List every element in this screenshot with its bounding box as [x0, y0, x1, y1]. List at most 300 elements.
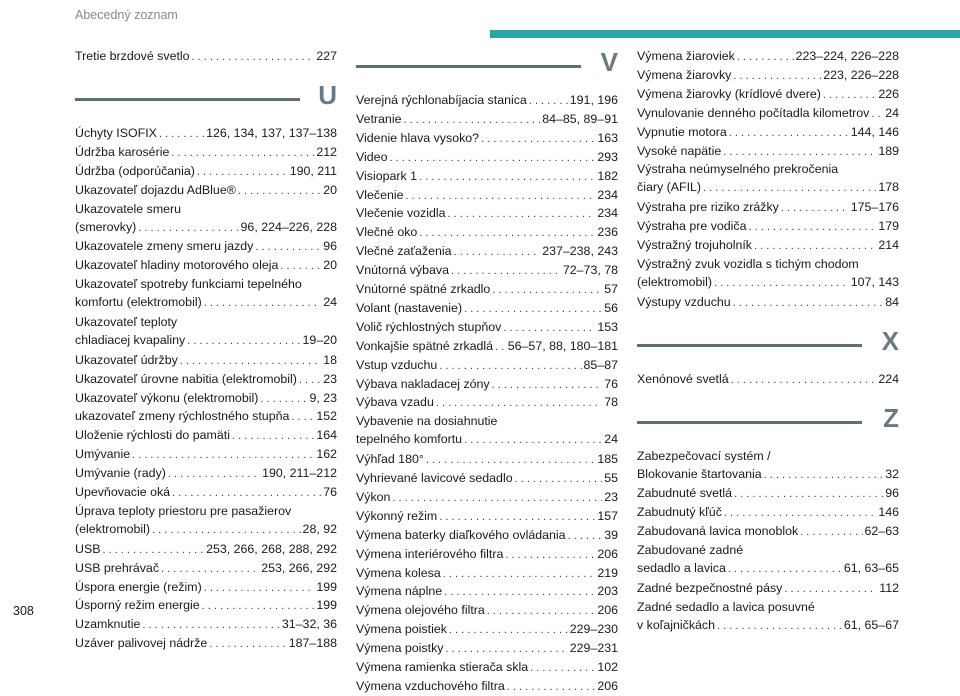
index-entry — [637, 85, 899, 103]
dot-leader — [568, 527, 603, 545]
index-entry-term: Ukazovateľ hladiny motorového oleja — [75, 258, 279, 273]
index-entry-term: Výkon — [356, 489, 391, 504]
index-entry — [75, 407, 337, 425]
dot-leader — [728, 560, 842, 578]
index-entry-term: Vlečenie vozidla — [356, 206, 446, 221]
index-entry-term: (elektromobil) — [637, 274, 713, 289]
dot-leader — [142, 616, 279, 634]
index-entry — [637, 484, 899, 502]
dot-leader — [197, 163, 288, 181]
index-entry — [356, 375, 618, 393]
index-entry-term: Blokovanie štartovania — [637, 466, 762, 481]
index-entry — [637, 123, 899, 141]
index-entry-term: USB prehrávač — [75, 560, 160, 575]
index-entry-term: Údržba (odporúčania) — [75, 163, 195, 178]
index-entry-pages: 24 — [323, 295, 337, 310]
dot-leader — [419, 168, 595, 186]
index-entry — [75, 256, 337, 274]
dot-leader — [436, 394, 602, 412]
dot-leader — [737, 48, 794, 66]
dot-leader — [754, 237, 876, 255]
page-header-title: Abecedný zoznam — [75, 8, 178, 22]
index-entry — [75, 445, 337, 463]
index-entry-term: Vnútorné spätné zrkadlo — [356, 282, 491, 296]
index-entry-term: (smerovky) — [75, 219, 137, 234]
index-entry-pages: 9, 23 — [309, 390, 337, 405]
index-entry-pages: 96 — [323, 239, 337, 254]
index-entry — [356, 450, 618, 468]
dot-leader — [419, 224, 595, 242]
index-entry-term: Výstraha pre vodiča — [637, 219, 747, 234]
index-entry — [356, 186, 618, 204]
index-entry-pages: 164 — [316, 428, 337, 443]
index-entry-pages: 199 — [316, 579, 337, 594]
section-header-u — [75, 80, 337, 120]
index-entry-term: Volant (nastavenie) — [356, 300, 463, 315]
index-entry-first-line: Zadné sedadlo a lavica posuvné — [637, 599, 815, 614]
index-entry — [75, 181, 337, 199]
dot-leader — [260, 390, 307, 408]
index-entry-pages: 253, 266, 292 — [261, 560, 337, 575]
index-entry-pages: 78 — [604, 395, 618, 410]
dot-leader — [232, 427, 314, 445]
index-entry — [356, 167, 618, 185]
index-entry — [75, 426, 337, 444]
dot-leader — [800, 523, 862, 541]
index-entry — [356, 658, 618, 676]
dot-leader — [204, 294, 322, 312]
index-entry-pages: 219 — [597, 565, 618, 580]
index-entry — [356, 488, 618, 506]
index-entry-pages: 234 — [597, 206, 618, 221]
index-entry-pages: 32 — [885, 466, 899, 481]
dot-leader — [714, 274, 849, 292]
index-entry-term: Uzamknutie — [75, 617, 141, 632]
dot-leader — [403, 111, 540, 129]
dot-leader — [161, 560, 259, 578]
index-entry — [356, 337, 618, 355]
index-entry-pages: 112 — [879, 580, 899, 595]
index-entry-term: Vnútorná výbava — [356, 263, 449, 278]
index-entry-term: Umývanie (rady) — [75, 466, 166, 481]
index-entry — [356, 393, 618, 411]
index-entry-term: Výmena olejového filtra — [356, 603, 485, 618]
index-entry-pages: 55 — [604, 471, 618, 485]
index-entry — [356, 526, 618, 544]
index-entry-first-line: Výstražný zvuk vozidla s tichým chodom — [637, 256, 859, 271]
dot-leader — [171, 144, 314, 162]
index-entry-term: Ukazovateľ úrovne nabitia (elektromobil) — [75, 371, 297, 386]
index-entry-term: Vypnutie motora — [637, 124, 727, 139]
index-entry — [75, 615, 337, 633]
index-entry-pages: 199 — [316, 598, 337, 613]
dot-leader — [439, 357, 581, 375]
index-entry-term: Zadné bezpečnostné pásy — [637, 580, 783, 595]
dot-leader — [192, 48, 315, 66]
index-entry-first-line: Ukazovateľ teploty — [75, 314, 178, 329]
index-entry — [75, 313, 337, 349]
dot-leader — [152, 521, 300, 539]
index-entry-pages: 56–57, 88, 180–181 — [507, 338, 618, 353]
index-entry — [75, 464, 337, 482]
index-entry-pages: 226 — [878, 86, 899, 101]
index-entry — [637, 66, 899, 84]
index-entry-term: Výstupy vzduchu — [637, 294, 731, 309]
index-entry-pages: 31–32, 36 — [281, 617, 337, 632]
dot-leader — [204, 579, 315, 597]
dot-leader — [481, 130, 595, 148]
dot-leader — [871, 105, 883, 123]
index-entry-pages: 175–176 — [850, 200, 899, 215]
index-entry — [356, 318, 618, 336]
index-entry-term: Zabudovaná lavica monoblok — [637, 524, 799, 539]
index-entry-pages: 102 — [597, 660, 618, 674]
dot-leader — [299, 371, 321, 389]
index-entry-pages: 157 — [597, 508, 618, 523]
index-entry-pages: 163 — [597, 130, 618, 145]
dot-leader — [255, 238, 321, 256]
index-entry — [637, 522, 899, 540]
dot-leader — [734, 485, 883, 503]
index-entry-term: Video — [356, 149, 388, 164]
index-entry — [637, 598, 899, 634]
index-entry-pages: 206 — [597, 603, 618, 618]
index-entry-pages: 190, 211 — [289, 163, 337, 178]
dot-leader — [392, 489, 602, 507]
index-entry-term: Výmena interiérového filtra — [356, 546, 504, 561]
index-entry-term: Ukazovateľ výkonu (elektromobil) — [75, 390, 259, 405]
index-entry — [637, 198, 899, 216]
index-entry-term: Výmena poistiek — [356, 622, 447, 637]
dot-leader — [451, 262, 561, 280]
index-entry-pages: 20 — [323, 182, 337, 197]
section-letter: Z — [883, 402, 899, 433]
index-entry-term: tepelného komfortu — [356, 432, 463, 447]
dot-leader — [389, 149, 595, 167]
index-entry-term: Výmena vzduchového filtra — [356, 678, 505, 693]
index-entry-pages: 191, 196 — [569, 93, 618, 107]
dot-leader — [729, 124, 849, 142]
index-entry-pages: 237–238, 243 — [542, 244, 618, 259]
index-entry — [75, 47, 337, 65]
index-entry-pages: 236 — [597, 225, 618, 240]
index-entry-pages: 56 — [604, 300, 618, 315]
section-header-z — [637, 403, 899, 443]
index-entry-term: Úspora energie (režim) — [75, 579, 202, 594]
index-entry-first-line: Ukazovateľ spotreby funkciami tepelného — [75, 277, 302, 292]
dot-leader — [764, 466, 884, 484]
index-entry — [356, 299, 618, 317]
dot-leader — [503, 319, 595, 337]
dot-leader — [784, 580, 877, 598]
index-entry-pages: 189 — [878, 143, 899, 158]
index-entry-pages: 234 — [597, 187, 618, 202]
index-entry-term: Uzáver palivovej nádrže — [75, 636, 208, 651]
index-entry-pages: 182 — [597, 168, 618, 183]
dot-leader — [464, 300, 602, 318]
index-entry-pages: 212 — [316, 144, 337, 159]
dot-leader — [507, 678, 596, 696]
index-entry — [356, 280, 618, 298]
dot-leader — [505, 546, 595, 564]
section-divider — [356, 65, 581, 68]
dot-leader — [187, 332, 300, 350]
index-entry-term: Videnie hlava vysoko? — [356, 130, 480, 145]
index-entry-first-line: Zabudované zadné — [637, 543, 744, 557]
index-entry-pages: 153 — [597, 319, 618, 334]
index-entry — [356, 223, 618, 241]
index-entry-term: Upevňovacie oká — [75, 485, 171, 499]
index-entry — [75, 351, 337, 369]
dot-leader — [238, 182, 321, 200]
index-entry — [75, 162, 337, 180]
section-header-x — [637, 326, 899, 366]
index-entry-pages: 96 — [885, 486, 899, 501]
dot-leader — [733, 67, 821, 85]
index-entry — [637, 160, 899, 196]
index-entry-pages: 28, 92 — [302, 521, 337, 536]
index-entry-pages: 126, 134, 137, 137–138 — [206, 125, 337, 140]
index-entry — [637, 579, 899, 597]
index-entry — [75, 559, 337, 577]
index-entry — [356, 677, 618, 695]
index-entry-pages: 229–231 — [569, 641, 618, 656]
index-entry — [75, 200, 337, 236]
index-entry — [356, 545, 618, 563]
index-entry — [356, 204, 618, 222]
index-entry-term: Vlečenie — [356, 187, 404, 202]
index-entry-term: ukazovateľ zmeny rýchlostného stupňa — [75, 409, 290, 424]
index-entry-pages: 62–63 — [864, 524, 899, 539]
index-entry — [75, 596, 337, 614]
index-entry-term: chladiacej kvapaliny — [75, 332, 186, 347]
index-entry — [356, 601, 618, 619]
index-entry-term: v koľajničkách — [637, 617, 715, 632]
index-entry-term: Volič rýchlostných stupňov — [356, 319, 502, 334]
index-entry-pages: 152 — [316, 409, 337, 424]
dot-leader — [291, 408, 314, 426]
dot-leader — [172, 484, 321, 502]
index-entry — [356, 507, 618, 525]
index-entry-term: Úchyty ISOFIX — [75, 125, 157, 140]
index-entry-pages: 96, 224–226, 228 — [240, 219, 337, 234]
index-entry-pages: 185 — [597, 452, 618, 467]
index-entry-pages: 23 — [323, 371, 337, 386]
dot-leader — [492, 281, 602, 299]
dot-leader — [202, 597, 315, 615]
index-entry-pages: 107, 143 — [850, 274, 899, 289]
index-entry — [356, 148, 618, 166]
index-entry — [356, 564, 618, 582]
index-entry-pages: 57 — [604, 282, 618, 296]
dot-leader — [733, 294, 884, 312]
index-entry-term: Úsporný režim energie — [75, 598, 200, 613]
section-divider — [637, 344, 862, 347]
dot-leader — [406, 187, 596, 205]
index-entry-pages: 20 — [323, 258, 337, 273]
index-entry-pages: 84–85, 89–91 — [542, 111, 618, 126]
index-entry-term: Výkonný režim — [356, 508, 438, 523]
dot-leader — [529, 92, 568, 110]
index-entry — [75, 389, 337, 407]
index-entry-term: Vynulovanie denného počítadla kilometrov — [637, 105, 870, 120]
index-entry — [75, 237, 337, 255]
index-entry-pages: 223–224, 226–228 — [795, 49, 899, 63]
index-entry-pages: 144, 146 — [850, 124, 899, 139]
index-entry — [637, 503, 899, 521]
index-entry — [356, 110, 618, 128]
index-entry — [356, 261, 618, 279]
section-letter: V — [600, 47, 618, 77]
index-entry-term: Vstup vzduchu — [356, 357, 438, 372]
index-entry — [356, 356, 618, 374]
dot-leader — [749, 218, 877, 236]
index-entry-term: Ukazovateľ dojazdu AdBlue® — [75, 182, 236, 197]
index-entry — [637, 255, 899, 291]
index-entry-pages: 206 — [597, 546, 618, 561]
index-entry-term: Vysoké napätie — [637, 143, 722, 158]
index-entry-term: Ukazovateľ údržby — [75, 352, 178, 367]
index-entry-pages: 76 — [604, 376, 618, 391]
index-entry-term: Xenónové svetlá — [637, 371, 729, 386]
index-entry — [75, 143, 337, 161]
dot-leader — [445, 640, 567, 658]
index-entry-pages: 179 — [878, 219, 899, 234]
index-entry-term: Visiopark 1 — [356, 168, 418, 183]
index-entry-pages: 253, 266, 268, 288, 292 — [206, 541, 337, 556]
index-entry-term: Výbava vzadu — [356, 395, 434, 410]
index-entry-term: Umývanie — [75, 447, 131, 462]
dot-leader — [180, 352, 321, 370]
index-entry — [356, 129, 618, 147]
index-entry-pages: 190, 211–212 — [262, 466, 337, 481]
index-entry — [637, 104, 899, 122]
index-entry — [637, 541, 899, 577]
dot-leader — [280, 257, 321, 275]
index-entry-pages: 229–230 — [569, 622, 618, 637]
index-entry — [356, 582, 618, 600]
index-entry-pages: 203 — [597, 584, 618, 599]
index-entry-pages: 61, 63–65 — [843, 561, 899, 575]
index-entry-term: Vlečné oko — [356, 225, 418, 240]
index-entry-first-line: Úprava teploty priestoru pre pasažierov — [75, 503, 292, 518]
index-entry-term: Verejná rýchlonabíjacia stanica — [356, 93, 527, 107]
dot-leader — [132, 446, 314, 464]
index-entry-term: Výmena poistky — [356, 641, 444, 656]
index-entry — [637, 236, 899, 254]
index-entry — [356, 620, 618, 638]
index-entry-pages: 85–87 — [583, 357, 618, 372]
dot-leader — [138, 219, 238, 237]
index-entry-pages: 206 — [597, 678, 618, 693]
dot-leader — [703, 179, 876, 197]
section-letter: U — [318, 79, 337, 110]
index-entry-term: Uloženie rýchlosti do pamäti — [75, 428, 230, 443]
index-entry-pages: 293 — [597, 149, 618, 164]
dot-leader — [443, 565, 596, 583]
index-entry-pages: 214 — [878, 238, 899, 252]
index-entry-term: Výmena baterky diaľkového ovládania — [356, 527, 566, 542]
index-entry-pages: 61, 65–67 — [843, 617, 899, 632]
index-entry-term: Vonkajšie spätné zrkadlá — [356, 338, 494, 353]
index-entry — [75, 483, 337, 501]
index-entry — [75, 275, 337, 311]
index-entry-pages: 76 — [323, 485, 337, 499]
index-entry-term: Zabudnutý kľúč — [637, 505, 722, 520]
dot-leader — [731, 371, 877, 389]
dot-leader — [492, 376, 603, 394]
index-entry-pages: 178 — [878, 180, 899, 195]
index-entry-pages: 18 — [323, 352, 337, 367]
index-entry-term: Výmena kolesa — [356, 565, 441, 580]
index-entry-term: Zabudnuté svetlá — [637, 486, 733, 501]
index-entry-term: Tretie brzdové svetlo — [75, 49, 190, 63]
dot-leader — [495, 338, 506, 356]
dot-leader — [449, 621, 568, 639]
dot-leader — [439, 508, 595, 526]
index-entry-term: (elektromobil) — [75, 521, 151, 536]
section-header-v — [356, 47, 618, 87]
index-entry-term: Výbava nakladacej zóny — [356, 376, 490, 391]
index-entry — [356, 639, 618, 657]
index-entry-first-line: Zabezpečovací systém / — [637, 448, 771, 463]
dot-leader — [724, 504, 876, 522]
index-entry-term: Výstražný trojuholník — [637, 238, 753, 252]
index-entry — [75, 578, 337, 596]
index-entry — [75, 124, 337, 142]
index-entry-pages: 24 — [885, 105, 899, 120]
index-entry-pages: 187–188 — [288, 636, 337, 651]
index-entry-term: Vetranie — [356, 111, 402, 126]
index-entry — [637, 370, 899, 388]
section-letter: X — [881, 325, 899, 356]
index-entry-first-line: Vybavenie na dosiahnutie — [356, 414, 498, 429]
dot-leader — [464, 431, 602, 449]
index-entry — [75, 634, 337, 652]
dot-leader — [515, 470, 603, 488]
dot-leader — [102, 541, 204, 559]
index-entry-pages: 72–73, 78 — [562, 263, 618, 278]
index-entry-term: Výmena žiarovky — [637, 67, 732, 82]
index-entry-term: komfortu (elektromobil) — [75, 295, 202, 310]
index-entry-term: Údržba karosérie — [75, 144, 170, 159]
dot-leader — [209, 635, 287, 653]
dot-leader — [444, 583, 595, 601]
dot-leader — [530, 659, 595, 677]
index-entry-term: Výstraha pre riziko zrážky — [637, 200, 779, 215]
index-entry-pages: 227 — [316, 49, 337, 63]
dot-leader — [159, 125, 204, 143]
index-entry-pages: 19–20 — [302, 332, 337, 347]
index-entry-pages: 162 — [316, 447, 337, 462]
index-entry-first-line: Výstraha neúmyselného prekročenia — [637, 162, 839, 177]
index-entry — [637, 447, 899, 483]
dot-leader — [168, 465, 260, 483]
section-divider — [75, 98, 300, 101]
index-entry-term: čiary (AFIL) — [637, 180, 702, 195]
dot-leader — [823, 86, 876, 104]
index-entry-term: Výmena náplne — [356, 584, 443, 599]
index-entry-term: Vyhrievané lavicové sedadlo — [356, 471, 513, 485]
index-entry — [637, 293, 899, 311]
header-accent-bar — [490, 30, 960, 38]
dot-leader — [454, 243, 541, 261]
dot-leader — [717, 617, 842, 635]
index-entry-pages: 84 — [885, 294, 899, 309]
index-entry-term: Výhľad 180° — [356, 452, 424, 467]
index-entry — [637, 47, 899, 65]
dot-leader — [723, 143, 876, 161]
